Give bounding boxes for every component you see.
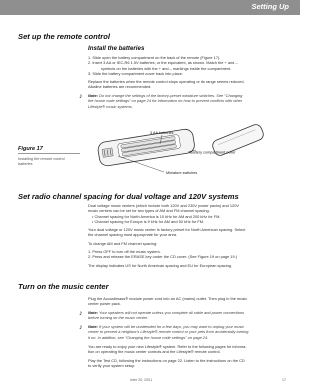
section-header-bar xyxy=(0,0,300,15)
remote-body xyxy=(97,128,196,167)
note-text: the house code settings" on page 24 for information on how to prevent conflicts with other xyxy=(88,98,243,104)
batteries-heading: Install the batteries xyxy=(88,45,145,52)
radio-para: the channel spacing most appropriate for your area. xyxy=(88,232,178,238)
battery-step: symbols on the batteries with the + and – markings inside the compartment. xyxy=(101,65,232,71)
footer-date: Inter 20, 2001 xyxy=(130,378,153,382)
battery-steps xyxy=(88,55,288,90)
music-note-icon: ♪ xyxy=(79,93,83,100)
note-text: it on. In addition, see "Changing the house code settings" on page 24. xyxy=(88,334,209,340)
note-text: before turning on the music center. xyxy=(88,315,148,321)
music-center-closing xyxy=(88,344,288,368)
battery-step: 2. Insert 3 AA or IEC-R6 1.5V batteries, or the equivalent, as shown. Match the + and – xyxy=(88,60,238,66)
music-center-line: tion on operating the music center controls and the Lifestyle® remote control. xyxy=(88,349,221,355)
note-label: Note: xyxy=(88,93,98,98)
figure-divider xyxy=(18,153,80,154)
music-center-line: Plug the Acoustimass® module power cord into an AC (mains) outlet. Then plug in the music xyxy=(88,296,248,301)
callout-switches: Miniature switches xyxy=(166,171,198,175)
note-text: If your system will be unattended for a few days, you may want to unplug your music xyxy=(99,324,245,329)
radio-heading: Set radio channel spacing for dual voltage and 120V systems xyxy=(18,192,239,201)
music-center-line: to verify your system setup. xyxy=(88,362,136,368)
note-text: Do not change the settings of the factory-preset miniature switches. See "Changing xyxy=(99,93,243,98)
figure-caption-line: batteries xyxy=(18,162,33,166)
note-text: Your speakers will not operate unless you complete all cable and power connections xyxy=(98,310,245,315)
music-center-intro xyxy=(88,296,288,307)
music-center-line: center power pack. xyxy=(88,301,121,307)
music-center-heading: Turn on the music center xyxy=(18,282,109,291)
callout-cover: Battery compartment cover xyxy=(190,150,236,155)
radio-change-intro: To change AM and FM channel spacing: xyxy=(88,240,158,246)
note-label: Note: xyxy=(88,324,98,329)
callout-batteries: 3 AA batteries xyxy=(150,131,174,135)
radio-bullet: • Channel spacing for North America is 10 kHz for AM and 200 kHz for FM. xyxy=(92,213,221,219)
radio-para: Your dual voltage or 120V music center is factory preset for North American spacing. Select xyxy=(88,227,246,233)
figure-caption-line: Installing the remote control xyxy=(18,157,65,161)
music-note-icon: ♪ xyxy=(79,310,83,317)
remote-battery-illustration xyxy=(88,118,268,180)
remote-heading: Set up the remote control xyxy=(18,32,110,41)
battery-step: 3. Slide the battery compartment cover back into place. xyxy=(88,70,183,76)
radio-body xyxy=(88,203,288,268)
note-text: Lifestyle® music systems. xyxy=(88,103,133,109)
replace-text: Replace the batteries when the remote control stops operating or its range seems reduced. xyxy=(88,79,245,85)
music-center-note-1 xyxy=(79,310,289,321)
radio-step: 1. Press OFF to turn off the music system. xyxy=(88,249,161,255)
music-note-icon: ♪ xyxy=(79,324,83,331)
battery-step: 1. Slide open the battery compartment on the back of the remote (Figure 17). xyxy=(88,55,221,60)
section-title: Setting Up xyxy=(251,2,289,11)
music-center-line: Play the Test CD, following the instructions on page 22. Listen to the instructions on the CD xyxy=(88,357,245,363)
radio-step: 2. Press and release the ERASE key under the CD cover. (See Figure 19 on page 19.) xyxy=(88,254,238,260)
radio-display-line: The display indicates US for North American spacing and EU for European spacing. xyxy=(88,262,233,268)
figure-caption xyxy=(18,157,65,167)
remote-drawing xyxy=(88,118,268,180)
replace-text: Alkaline batteries are recommended. xyxy=(88,84,152,90)
page-number: 17 xyxy=(282,378,286,382)
remote-note xyxy=(79,93,289,109)
note-label: Note: xyxy=(88,310,98,315)
music-center-note-2 xyxy=(79,324,289,340)
radio-bullet: • Channel spacing for Europe is 9 kHz for AM and 50 kHz for FM. xyxy=(92,218,205,224)
radio-line: Dual voltage music centers (which include both 120V and 230V power packs) and 120V xyxy=(88,203,239,208)
note-text: center to prevent a neighbor's Lifestyle® remote control or your pets from accidentally turning xyxy=(88,329,249,335)
figure-label: Figure 17 xyxy=(18,146,43,152)
music-center-line: You are ready to enjoy your new Lifestyle® system. Refer to the following pages for informa- xyxy=(88,344,247,349)
radio-line: music centers can be set for two types of AM and FM channel spacing. xyxy=(88,208,210,214)
